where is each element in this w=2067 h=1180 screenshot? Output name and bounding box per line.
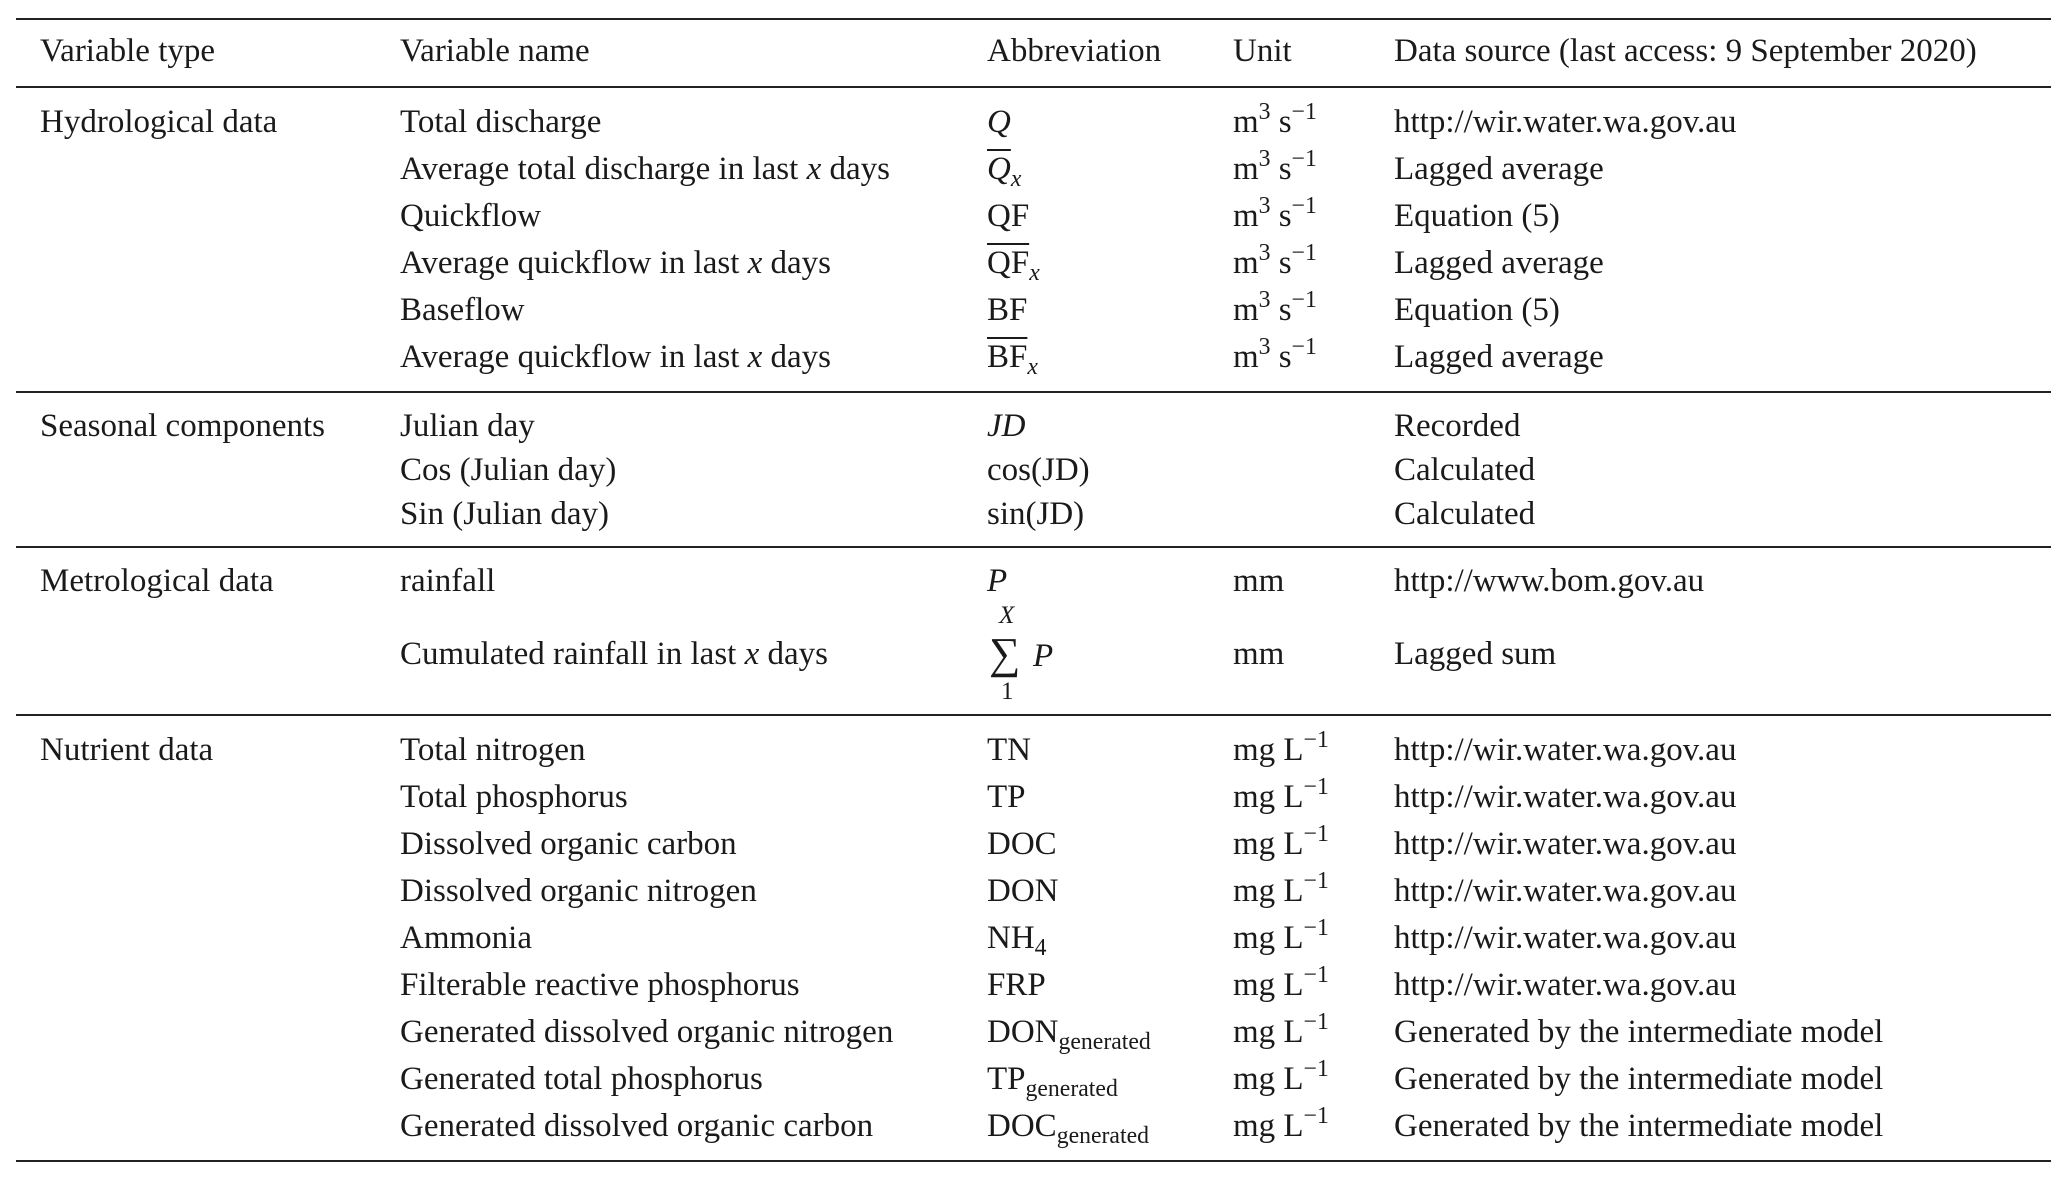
variable-type-label: Nutrient data — [40, 732, 214, 768]
variable-name: Total phosphorus — [400, 779, 628, 815]
variable-name: rainfall — [400, 563, 496, 599]
data-source: Equation (5) — [1394, 292, 1560, 328]
header-data-source: Data source (last access: 9 September 2020) — [1394, 33, 1977, 69]
variable-name: Filterable reactive phosphorus — [400, 967, 800, 1003]
data-source: Calculated — [1394, 452, 1536, 488]
header-variable-type: Variable type — [40, 33, 216, 69]
unit: $m^3$ $s^{-1}$ — [1233, 145, 1317, 187]
variable-name: Cos (Julian day) — [400, 452, 617, 488]
variable-name: Julian day — [400, 408, 535, 444]
variable-type-label: Seasonal components — [40, 408, 326, 444]
unit: $m^3$ $s^{-1}$ — [1233, 333, 1317, 375]
unit: $m^3$ $s^{-1}$ — [1233, 239, 1317, 281]
unit: mg $L^{-1}$ — [1233, 820, 1329, 862]
unit: mm — [1233, 636, 1285, 672]
group-separator — [16, 546, 2051, 548]
unit: mg $L^{-1}$ — [1233, 1102, 1329, 1144]
abbreviation: sin(JD) — [987, 496, 1085, 532]
sum-variable: P — [1033, 638, 1054, 674]
variable-name: Total nitrogen — [400, 732, 586, 768]
data-source: http://wir.water.wa.gov.au — [1394, 104, 1737, 140]
abbreviation: $\overline{Q}_x$ — [987, 151, 1022, 193]
data-source: Generated by the intermediate model — [1394, 1014, 1884, 1050]
variable-name: Total discharge — [400, 104, 602, 140]
variable-name: Average quickflow in last x days — [400, 339, 832, 375]
bottom-rule — [16, 1160, 2051, 1162]
variable-name: Quickflow — [400, 198, 542, 234]
data-source: http://wir.water.wa.gov.au — [1394, 967, 1737, 1003]
abbreviation: TP — [987, 779, 1026, 815]
top-rule — [16, 18, 2051, 20]
abbreviation: $DON_{generated}$ — [987, 1014, 1151, 1056]
unit: $m^3$ $s^{-1}$ — [1233, 192, 1317, 234]
data-source: http://wir.water.wa.gov.au — [1394, 779, 1737, 815]
data-source: http://www.bom.gov.au — [1394, 563, 1705, 599]
abbreviation: $TP_{generated}$ — [987, 1061, 1118, 1103]
abbreviation: P — [987, 563, 1008, 599]
abbreviation: BF — [987, 292, 1028, 328]
group-separator — [16, 391, 2051, 393]
summation-symbol — [987, 602, 1054, 710]
data-source: Generated by the intermediate model — [1394, 1061, 1884, 1097]
data-source: Lagged average — [1394, 339, 1604, 375]
unit: mg $L^{-1}$ — [1233, 961, 1329, 1003]
data-source: Lagged average — [1394, 245, 1604, 281]
unit: mg $L^{-1}$ — [1233, 773, 1329, 815]
abbreviation: cos(JD) — [987, 452, 1090, 488]
data-source: Lagged average — [1394, 151, 1604, 187]
data-source: Equation (5) — [1394, 198, 1560, 234]
unit: mg $L^{-1}$ — [1233, 867, 1329, 909]
abbreviation: $\overline{QF}_x$ — [987, 245, 1040, 287]
data-source: Lagged sum — [1394, 636, 1557, 672]
abbreviation: TN — [987, 732, 1031, 768]
unit: mg $L^{-1}$ — [1233, 914, 1329, 956]
abbreviation: QF — [987, 198, 1030, 234]
abbreviation: DON — [987, 873, 1059, 909]
abbreviation: Q — [987, 104, 1011, 140]
unit: mm — [1233, 563, 1285, 599]
variable-name: Generated total phosphorus — [400, 1061, 763, 1097]
header-variable-name: Variable name — [400, 33, 590, 69]
variable-name: Dissolved organic nitrogen — [400, 873, 757, 909]
data-source: Recorded — [1394, 408, 1521, 444]
variable-type-label: Hydrological data — [40, 104, 278, 140]
abbreviation: JD — [987, 408, 1026, 444]
variable-name: Ammonia — [400, 920, 532, 956]
group-separator — [16, 714, 2051, 716]
abbreviation: FRP — [987, 967, 1046, 1003]
abbreviation: $DOC_{generated}$ — [987, 1108, 1149, 1150]
header-abbreviation: Abbreviation — [987, 33, 1162, 69]
header-rule — [16, 86, 2051, 88]
data-source: Calculated — [1394, 496, 1536, 532]
data-source: Generated by the intermediate model — [1394, 1108, 1884, 1144]
variable-type-label: Metrological data — [40, 563, 274, 599]
data-source: http://wir.water.wa.gov.au — [1394, 732, 1737, 768]
variable-name: Baseflow — [400, 292, 525, 328]
sum-upper-limit: X — [999, 602, 1015, 629]
unit: mg $L^{-1}$ — [1233, 726, 1329, 768]
header-unit: Unit — [1233, 33, 1292, 69]
unit: $m^3$ $s^{-1}$ — [1233, 98, 1317, 140]
variable-name: Average total discharge in last x days — [400, 151, 890, 187]
sum-lower-limit: 1 — [1001, 678, 1014, 705]
unit: $m^3$ $s^{-1}$ — [1233, 286, 1317, 328]
variable-name: Dissolved organic carbon — [400, 826, 737, 862]
variable-name: Generated dissolved organic carbon — [400, 1108, 874, 1144]
abbreviation: $NH_4$ — [987, 920, 1047, 962]
sigma-icon: ∑ — [989, 629, 1021, 678]
unit: mg $L^{-1}$ — [1233, 1055, 1329, 1097]
data-source: http://wir.water.wa.gov.au — [1394, 873, 1737, 909]
variable-name: Sin (Julian day) — [400, 496, 609, 532]
abbreviation: DOC — [987, 826, 1057, 862]
data-source: http://wir.water.wa.gov.au — [1394, 920, 1737, 956]
variable-name: Cumulated rainfall in last x days — [400, 636, 828, 672]
variable-name: Generated dissolved organic nitrogen — [400, 1014, 894, 1050]
data-source: http://wir.water.wa.gov.au — [1394, 826, 1737, 862]
abbreviation: $\overline{BF}_x$ — [987, 339, 1038, 381]
unit: mg $L^{-1}$ — [1233, 1008, 1329, 1050]
variable-name: Average quickflow in last x days — [400, 245, 832, 281]
